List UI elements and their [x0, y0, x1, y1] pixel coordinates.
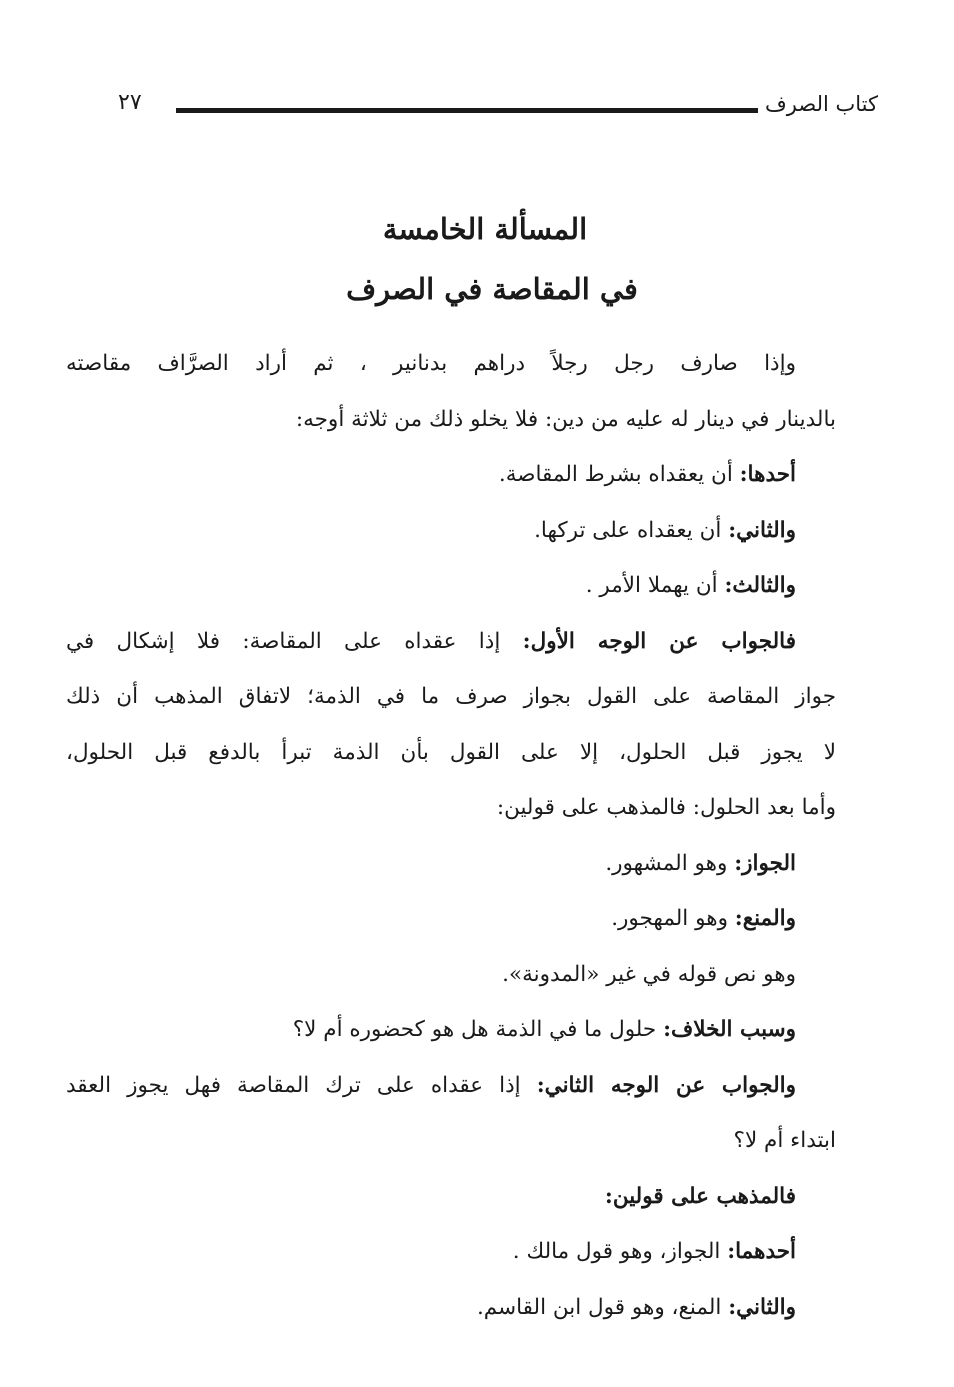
term-text: المنع، وهو قول ابن القاسم.	[476, 1294, 729, 1320]
opinion-two	[66, 1280, 836, 1336]
paragraph-line: لا يجوز قبل الحلول، إلا على القول بأن الذمة تبرأ بالدفع قبل الحلول،	[66, 739, 836, 765]
paragraph-line: وإذا صارف رجل رجلاً دراهم بدنانير ، ثم أراد الصرَّاف مقاصته	[66, 351, 796, 376]
term-text: حلول ما في الذمة هل هو كحضوره أم لا؟	[292, 1017, 664, 1042]
madhhab-heading: فالمذهب على قولين:	[604, 1183, 796, 1209]
paragraph-line	[66, 1058, 836, 1114]
paragraph-line	[66, 614, 836, 670]
paragraph-line: ابتداء أم لا؟	[733, 1128, 836, 1153]
section-subtitle: في المقاصة في الصرف	[346, 272, 638, 306]
page-number: ٢٧	[118, 90, 142, 115]
paragraph-line: وأما بعد الحلول: فالمذهب على قولين:	[496, 795, 836, 820]
term-text: الجواز، وهو قول مالك .	[512, 1239, 728, 1264]
term-label: والثاني:	[728, 1294, 796, 1320]
body-text	[66, 336, 836, 1335]
paragraph-line: وهو نص قوله في غير «المدونة».	[502, 961, 796, 987]
case-third	[66, 558, 836, 614]
term-text: أن يعقداه بشرط المقاصة.	[498, 462, 740, 487]
term-text: إذا عقداه على المقاصة: فلا إشكال في	[66, 628, 523, 654]
opinion-one	[66, 1224, 836, 1280]
book-title: كتاب الصرف	[765, 92, 878, 116]
term-label: والثاني:	[728, 517, 796, 543]
term-label: والجواب عن الوجه الثاني:	[536, 1072, 797, 1098]
term-text: وهو المهجور.	[611, 906, 735, 931]
paragraph-line: جواز المقاصة على القول بجواز صرف ما في الذمة؛ لاتفاق المذهب أن ذلك	[66, 684, 836, 709]
term-text: وهو المشهور.	[605, 850, 735, 876]
dispute-reason	[66, 1002, 836, 1058]
section-title: المسألة الخامسة	[382, 212, 588, 246]
header-rule	[176, 108, 758, 113]
term-text: أن يهملا الأمر .	[585, 573, 725, 598]
opinion-jawaz	[66, 836, 836, 892]
term-label: والمنع:	[734, 906, 796, 931]
case-second	[66, 503, 836, 559]
case-first	[66, 447, 836, 503]
opinion-man	[66, 891, 836, 947]
running-header	[118, 86, 878, 126]
term-label: وسبب الخلاف:	[663, 1017, 796, 1042]
term-label: أحدها:	[739, 462, 796, 487]
term-label: والثالث:	[724, 573, 796, 598]
term-text: إذا عقداه على ترك المقاصة فهل يجوز العقد	[66, 1072, 537, 1098]
term-label: الجواز:	[734, 850, 796, 876]
term-label: فالجواب عن الوجه الأول:	[522, 628, 796, 654]
term-text: أن يعقداه على تركها.	[534, 517, 729, 543]
paragraph-line: بالدينار في دينار له عليه من دين: فلا يخلو ذلك من ثلاثة أوجه:	[295, 406, 836, 432]
term-label: أحدهما:	[727, 1239, 796, 1264]
